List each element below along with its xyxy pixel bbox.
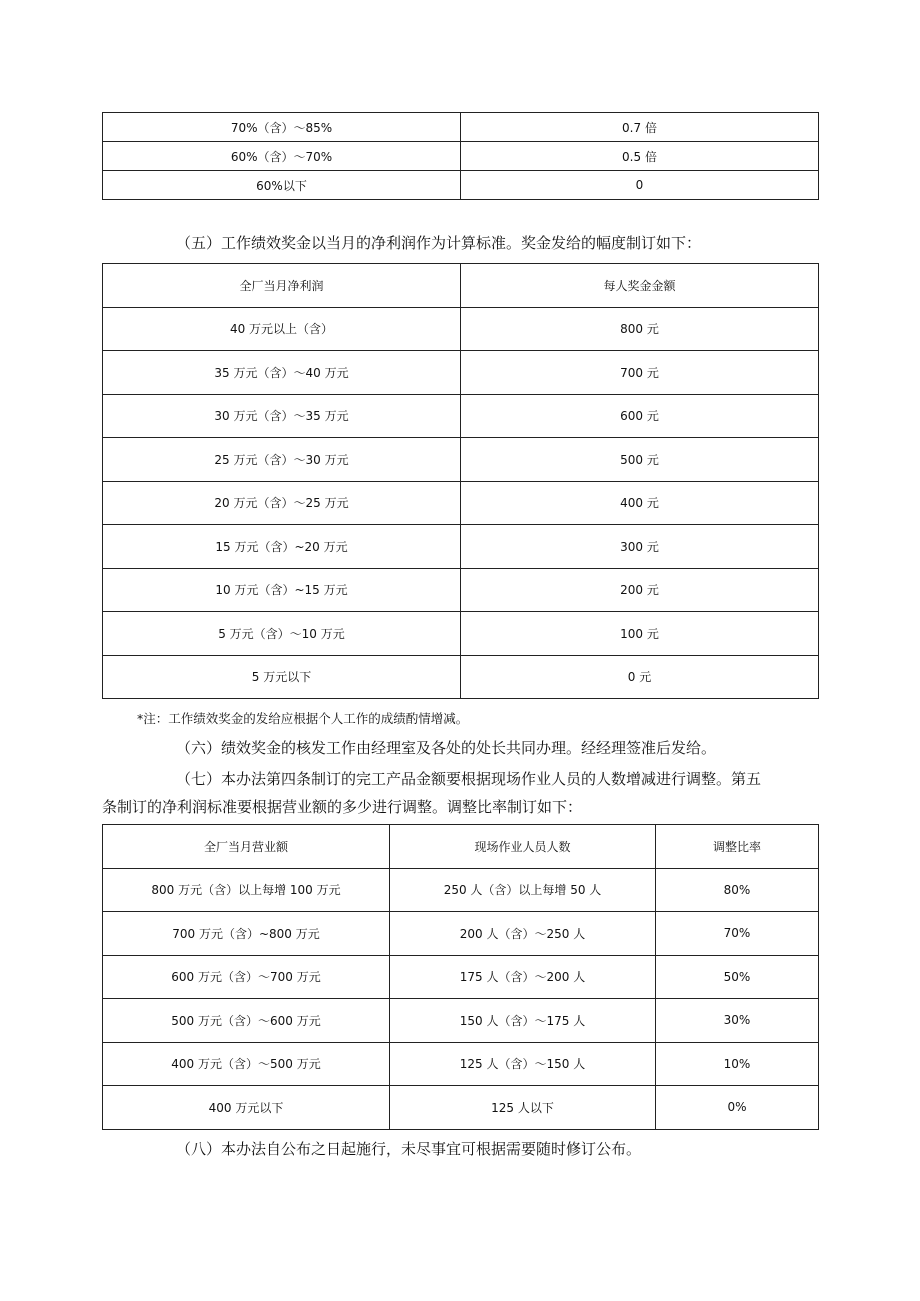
table-cell: 0 [461, 171, 819, 200]
table-cell: 125 人以下 [390, 1086, 656, 1130]
table-row [103, 481, 819, 525]
table-row [103, 142, 819, 171]
table-row [103, 999, 819, 1043]
table-cell: 70% [656, 912, 819, 956]
table-row [103, 171, 819, 200]
table-cell: 300 元 [461, 525, 819, 569]
table-cell: 800 万元（含）以上每增 100 万元 [103, 868, 390, 912]
table-cell: 700 元 [461, 351, 819, 395]
column-header: 调整比率 [656, 825, 819, 869]
table-cell: 400 万元以下 [103, 1086, 390, 1130]
section-8-text: （八）本办法自公布之日起施行，未尽事宜可根据需要随时修订公布。 [176, 1140, 642, 1158]
table-cell: 125 人（含）～150 人 [390, 1042, 656, 1086]
table-cell: 80% [656, 868, 819, 912]
table-row [103, 912, 819, 956]
column-header: 全厂当月净利润 [103, 264, 461, 308]
table-cell: 30% [656, 999, 819, 1043]
table-row [103, 955, 819, 999]
table-cell: 400 元 [461, 481, 819, 525]
table-cell: 800 元 [461, 307, 819, 351]
table-cell: 20 万元（含）～25 万元 [103, 481, 461, 525]
table-row [103, 113, 819, 142]
table-cell: 15 万元（含）~20 万元 [103, 525, 461, 569]
table-cell: 500 元 [461, 438, 819, 482]
table-cell: 400 万元（含）～500 万元 [103, 1042, 390, 1086]
column-header: 全厂当月营业额 [103, 825, 390, 869]
section-7-text-line-2: 条制订的净利润标准要根据营业额的多少进行调整。调整比率制订如下： [102, 798, 583, 816]
table-cell: 0 元 [461, 655, 819, 699]
table-row [103, 612, 819, 656]
table-cell: 100 元 [461, 612, 819, 656]
table-cell: 50% [656, 955, 819, 999]
note-text: *注：工作绩效奖金的发给应根据个人工作的成绩酌情增减。 [137, 711, 469, 726]
table-cell: 0% [656, 1086, 819, 1130]
table-cell: 25 万元（含）～30 万元 [103, 438, 461, 482]
table-row [103, 868, 819, 912]
bonus-table-body [103, 307, 819, 699]
table-cell: 250 人（含）以上每增 50 人 [390, 868, 656, 912]
table-row [103, 525, 819, 569]
table-cell: 500 万元（含）～600 万元 [103, 999, 390, 1043]
table-cell: 10 万元（含）~15 万元 [103, 568, 461, 612]
table-header-row [103, 825, 819, 869]
table-row [103, 438, 819, 482]
table-row [103, 394, 819, 438]
table-cell: 60%以下 [103, 171, 461, 200]
column-header: 现场作业人员人数 [390, 825, 656, 869]
table-cell: 35 万元（含）～40 万元 [103, 351, 461, 395]
table-cell: 0.7 倍 [461, 113, 819, 142]
table-cell: 60%（含）～70% [103, 142, 461, 171]
column-header: 每人奖金金额 [461, 264, 819, 308]
table-cell: 200 元 [461, 568, 819, 612]
section-5-text: （五）工作绩效奖金以当月的净利润作为计算标准。奖金发给的幅度制订如下： [176, 234, 702, 252]
table-row [103, 1042, 819, 1086]
table-cell: 700 万元（含）~800 万元 [103, 912, 390, 956]
table-cell: 40 万元以上（含） [103, 307, 461, 351]
table-cell: 5 万元以下 [103, 655, 461, 699]
table-cell: 70%（含）～85% [103, 113, 461, 142]
section-6-text: （六）绩效奖金的核发工作由经理室及各处的处长共同办理。经经理签准后发给。 [176, 739, 717, 757]
table-row [103, 568, 819, 612]
bonus-table [102, 263, 819, 699]
table-row [103, 655, 819, 699]
ratio-table-body [103, 113, 819, 200]
table-cell: 30 万元（含）～35 万元 [103, 394, 461, 438]
table-header-row [103, 264, 819, 308]
table-cell: 0.5 倍 [461, 142, 819, 171]
table-cell: 175 人（含）～200 人 [390, 955, 656, 999]
table-cell: 10% [656, 1042, 819, 1086]
table-cell: 600 万元（含）～700 万元 [103, 955, 390, 999]
table-cell: 200 人（含）～250 人 [390, 912, 656, 956]
table-row [103, 351, 819, 395]
section-7-text-line-1: （七）本办法第四条制订的完工产品金额要根据现场作业人员的人数增减进行调整。第五 [176, 770, 762, 788]
table-cell: 150 人（含）～175 人 [390, 999, 656, 1043]
table-cell: 600 元 [461, 394, 819, 438]
table-cell: 5 万元（含）～10 万元 [103, 612, 461, 656]
adjustment-table-body [103, 868, 819, 1129]
table-row [103, 307, 819, 351]
adjustment-table [102, 824, 819, 1130]
table-row [103, 1086, 819, 1130]
ratio-table [102, 112, 819, 200]
